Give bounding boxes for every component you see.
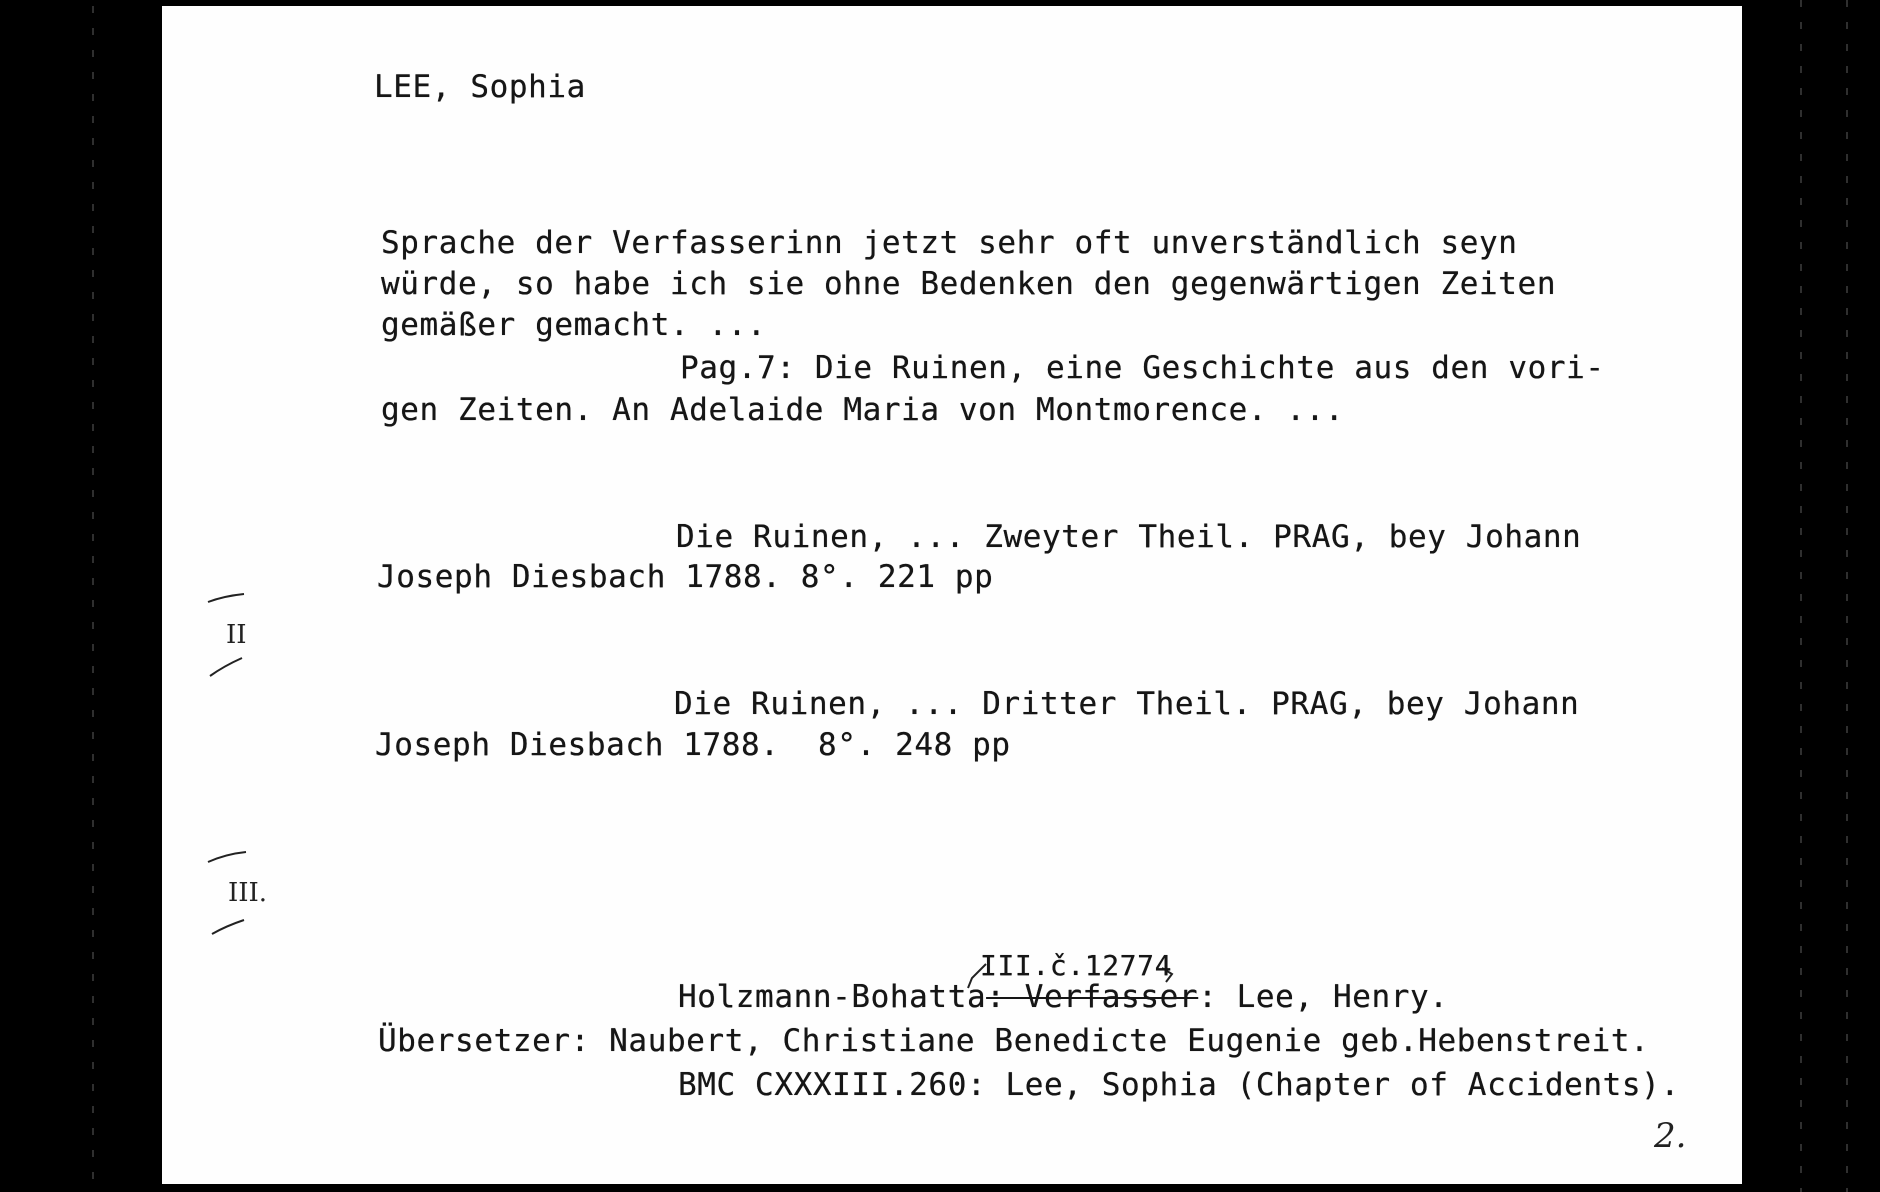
text-line-4: Pag.7: Die Ruinen, eine Geschichte aus den vori-	[680, 350, 1605, 386]
card-heading: LEE, Sophia	[374, 69, 586, 105]
margin-mark-volume-3	[204, 852, 274, 962]
film-perforation-right	[1800, 0, 1802, 1192]
holzmann-rest: : Lee, Henry.	[1198, 979, 1449, 1015]
translator-line: Übersetzer: Naubert, Christiane Benedicte Eugenie geb.Hebenstreit.	[378, 1023, 1650, 1059]
text-line-3: gemäßer gemacht. ...	[381, 307, 767, 343]
volume-2-numeral: II	[226, 620, 247, 650]
volume-2-line-1: Die Ruinen, ... Zweyter Theil. PRAG, bey Johann	[676, 519, 1582, 555]
shelfmark: III.č.12774	[980, 949, 1173, 982]
text-line-2: würde, so habe ich sie ohne Bedenken den gegenwärtigen Zeiten	[381, 266, 1557, 302]
volume-3-line-1: Die Ruinen, ... Dritter Theil. PRAG, bey Johann	[674, 686, 1580, 722]
margin-mark-volume-2	[202, 594, 272, 704]
text-line-1: Sprache der Verfasserinn jetzt sehr oft unverständlich seyn	[381, 225, 1518, 261]
volume-2-line-2: Joseph Diesbach 1788. 8°. 221 pp	[377, 559, 994, 595]
holzmann-struck-text: : Verfasser	[986, 979, 1199, 1015]
bmc-reference: BMC CXXXIII.260: Lee, Sophia (Chapter of Accidents).	[678, 1067, 1680, 1103]
volume-3-line-2: Joseph Diesbach 1788. 8°. 248 pp	[375, 727, 1011, 763]
film-perforation-left	[92, 6, 94, 1184]
holzmann-bohatta-line	[678, 979, 1449, 1015]
holzmann-prefix: Holzmann-Bohatta	[678, 979, 987, 1015]
catalog-card	[162, 6, 1742, 1184]
film-perforation-right-outer	[1846, 0, 1848, 1192]
page-number: 2.	[1654, 1116, 1687, 1156]
text-line-5: gen Zeiten. An Adelaide Maria von Montmorence. ...	[381, 392, 1345, 428]
volume-3-numeral: III.	[228, 878, 268, 908]
